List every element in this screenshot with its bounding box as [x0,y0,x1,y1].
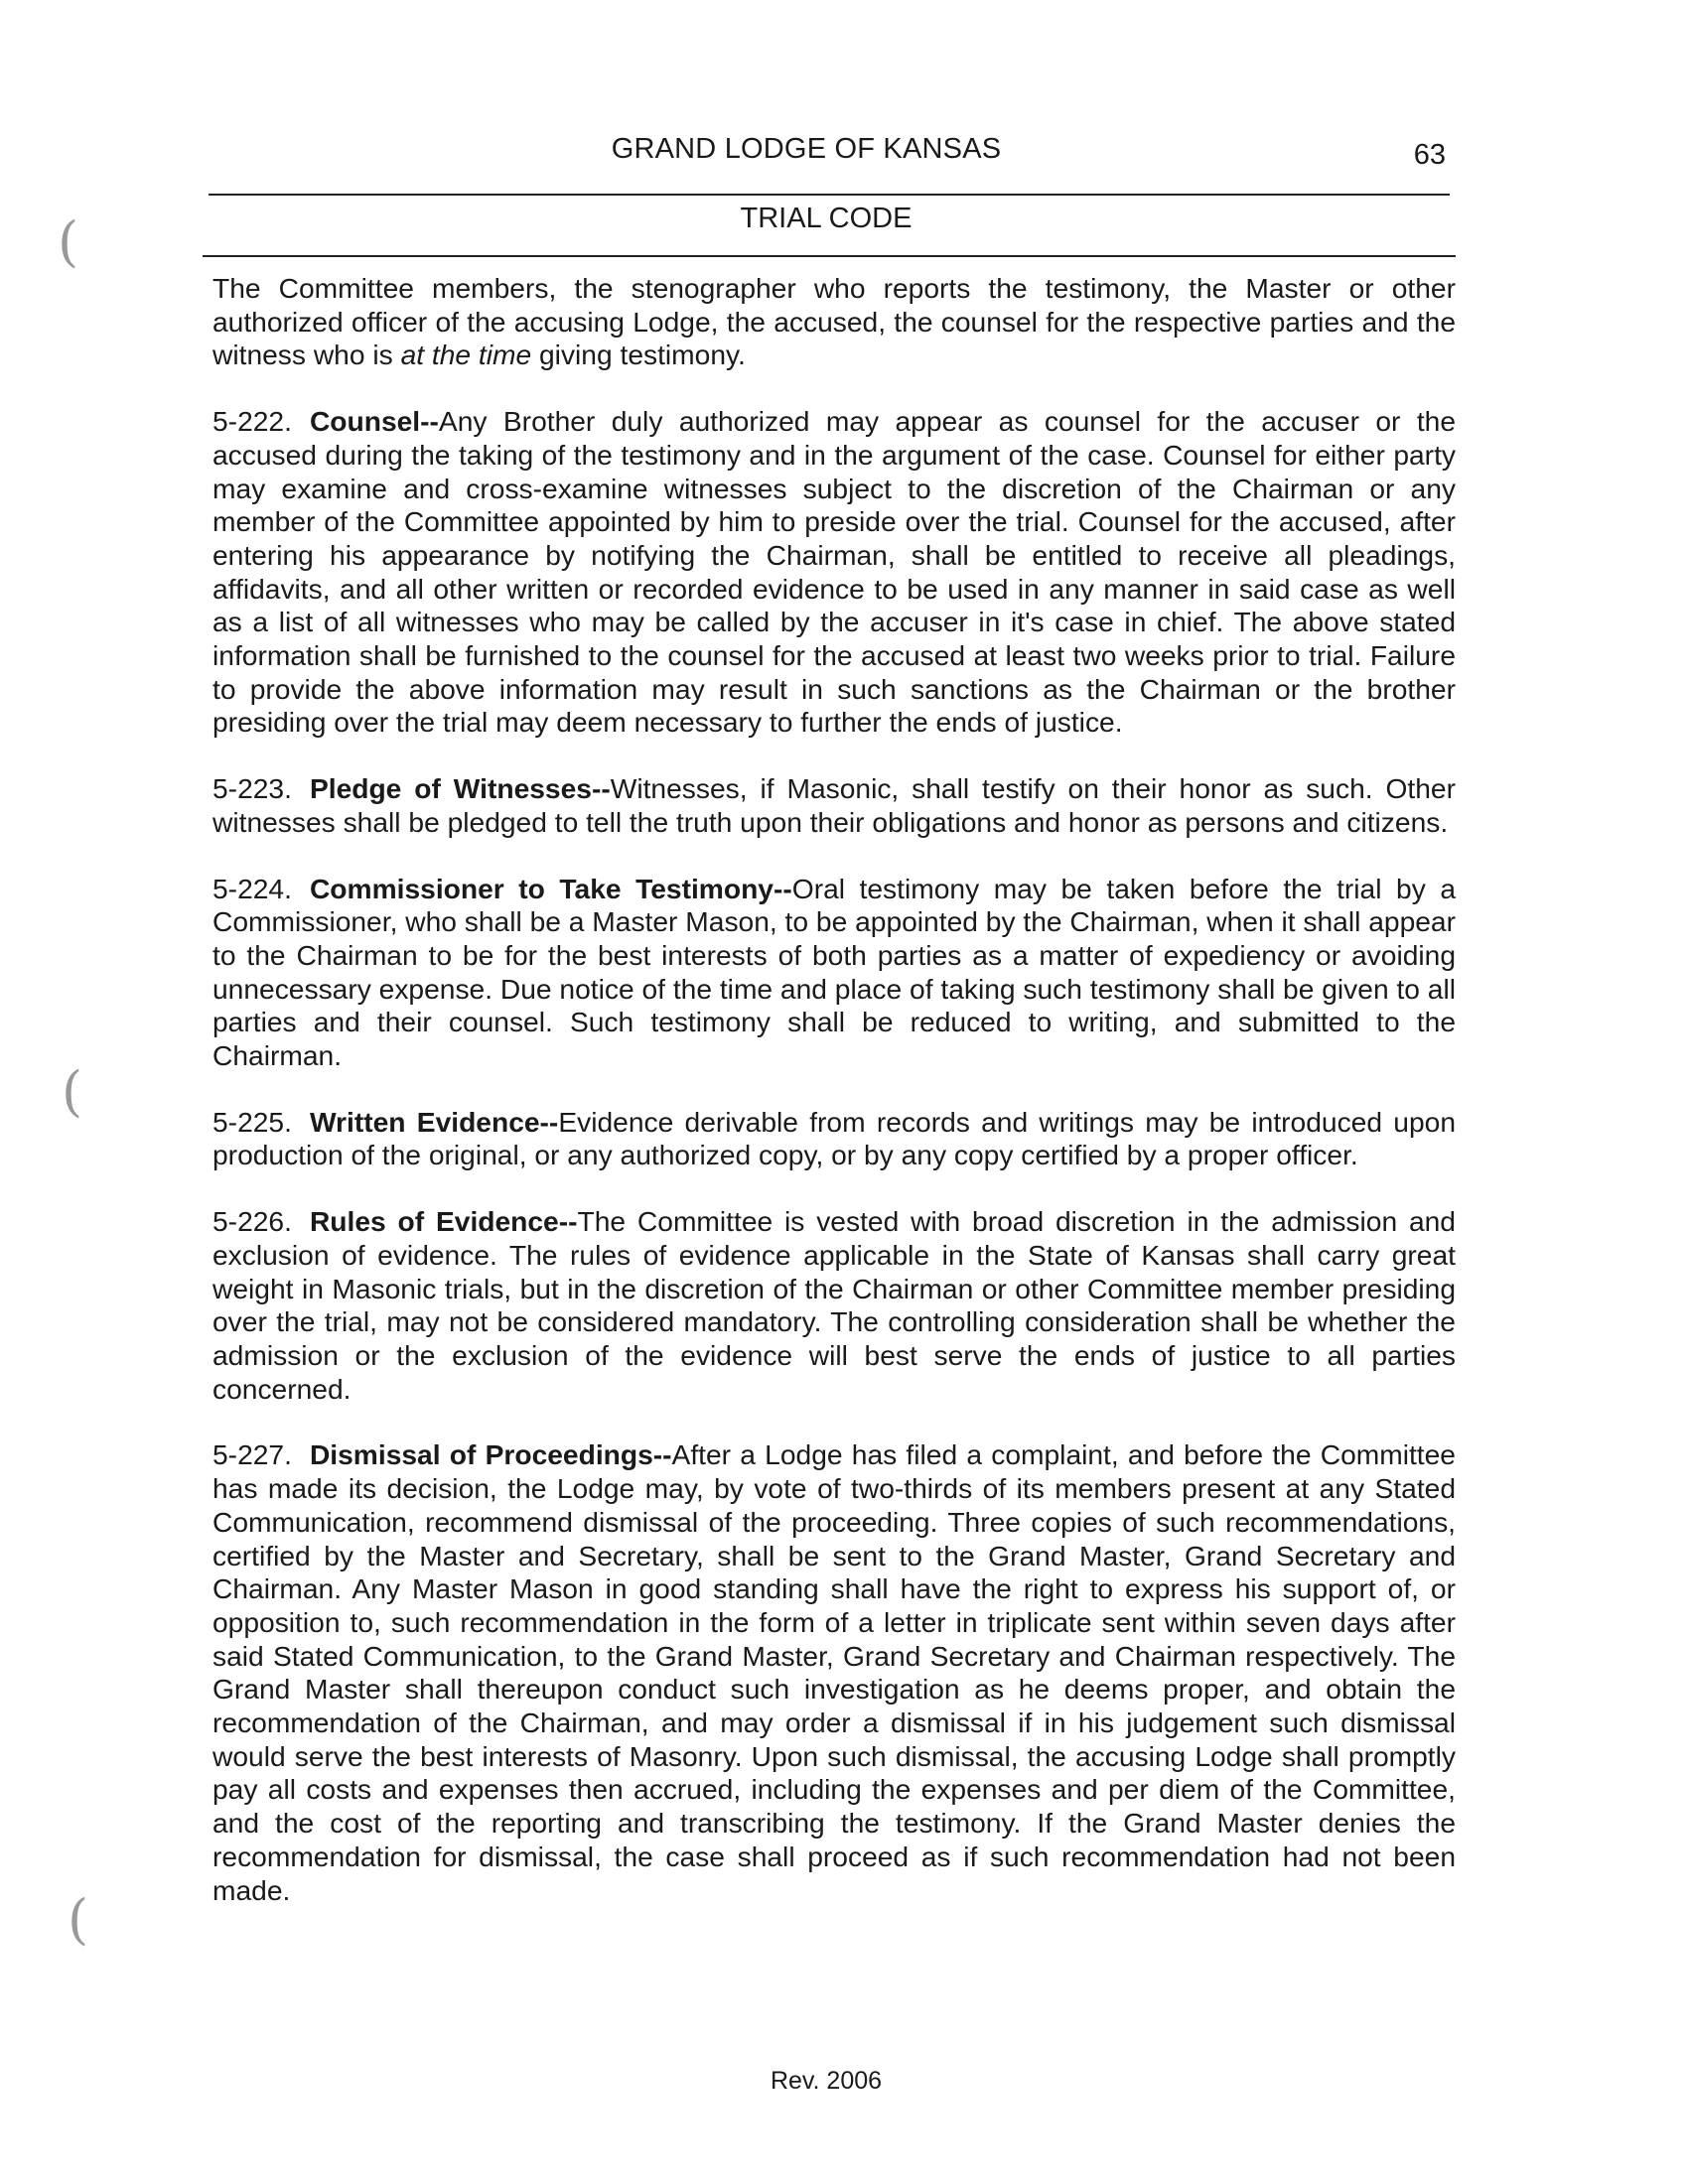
margin-paren-mark: ( [68,1888,89,1951]
section-number: 5-227. [212,1438,292,1471]
section-text: After a Lodge has filed a complaint, and before the Committee has made its decision, the Lodge may, by vote of two-thirds of its members present at any Stated Communication, recommend dismissal of the proceeding. Three copies of such recommendations, certified by the Master and Secretary, shall be sent to the Grand Master, Grand Secretary and Chairman. Any Master Mason in good standing shall have the right to express his support of, or opposition to, such recommendation in the form of a letter in triplicate sent within seven days after said Stated Communication, to the Grand Master, Grand Secretary and Chairman respectively. The Grand Master shall thereupon conduct such investigation as he deems proper, and obtain the recommendation of the Chairman, and may order a dismissal if in his judgement such dismissal would serve the best interests of Masonry. Upon such dismissal, the accusing Lodge shall promptly pay all costs and expenses then accrued, including the expenses and per diem of the Committee, and the cost of the reporting and transcribing the testimony. If the Grand Master denies the recommendation for dismissal, the case shall proceed as if such recommendation had not been made. [212,1438,1456,1906]
revision-footer: Rev. 2006 [770,2067,883,2095]
document-body [212,272,1456,1940]
section-5-227 [212,1438,1456,1907]
header-rule-bottom [203,255,1456,257]
header-rule-top [209,194,1450,196]
margin-paren-mark: ( [62,1060,83,1123]
document-header-title: GRAND LODGE OF KANSAS [611,133,1002,165]
section-5-222 [212,405,1456,740]
section-number: 5-225. [212,1105,292,1138]
section-title: TRIAL CODE [740,203,913,234]
section-text: Witnesses, if Masonic, shall testify on their honor as such. Other witnesses shall be pledged to tell the truth upon their obligations and honor as persons and citizens. [212,772,1456,838]
section-heading: Dismissal of Proceedings-- [309,1438,672,1471]
section-text: Any Brother duly authorized may appear as counsel for the accuser or the accused during the taking of the testimony and in the argument of the case. Counsel for either party may examine and cross-examine witnesses subject to the discretion of the Chairman or any member of the Committee appointed by him to preside over the trial. Counsel for the accused, after entering his appearance by notifying the Chairman, shall be entitled to receive all pleadings, affidavits, and all other written or recorded evidence to be used in any manner in said case as well as a list of all witnesses who may be called by the accuser in it's case in chief. The above stated information shall be furnished to the counsel for the accused at least two weeks prior to trial. Failure to provide the above information may result in such sanctions as the Chairman or the brother presiding over the trial may deem necessary to further the ends of justice. [212,405,1456,739]
section-heading: Rules of Evidence-- [309,1205,578,1238]
section-number: 5-222. [212,405,292,438]
intro-italic-phrase: at the time [400,339,532,371]
section-5-223 [212,772,1456,839]
section-text: Oral testimony may be taken before the trial by a Commissioner, who shall be a Master Mason, to be appointed by the Chairman, when it shall appear to the Chairman to be for the best interests of both parties as a matter of expediency or avoiding unnecessary expense. Due notice of the time and place of taking such testimony shall be given to all parties and their counsel. Such testimony shall be reduced to writing, and submitted to the Chairman. [212,872,1457,1072]
margin-paren-mark: ( [58,210,79,273]
section-5-226 [212,1205,1456,1406]
page-number: 63 [1413,139,1446,171]
section-5-224 [212,873,1456,1073]
section-number: 5-224. [212,872,292,904]
intro-text-before: The Committee members, the stenographer who reports the testimony, the Master or other authorized officer of the accusing Lodge, the accused, the counsel for the respective parties and the witness who is [212,272,1456,371]
section-heading: Pledge of Witnesses-- [309,772,611,805]
intro-paragraph [212,272,1456,372]
section-heading: Written Evidence-- [309,1105,559,1138]
section-number: 5-223. [212,772,292,805]
section-heading: Counsel-- [309,405,439,438]
section-text: Evidence derivable from records and writings may be introduced upon production of the original, or any authorized copy, or by any copy certified by a proper officer. [212,1105,1456,1171]
section-5-225 [212,1106,1456,1172]
section-text: The Committee is vested with broad discretion in the admission and exclusion of evidence. The rules of evidence applicable in the State of Kansas shall carry great weight in Masonic trials, but in the discretion of the Chairman or other Committee member presiding over the trial, may not be considered mandatory. The controlling consideration shall be whether the admission or the exclusion of the evidence will best serve the ends of justice to all parties concerned. [212,1205,1456,1405]
section-number: 5-226. [212,1205,292,1238]
intro-text-after: giving testimony. [531,339,746,371]
section-heading: Commissioner to Take Testimony-- [309,872,792,904]
